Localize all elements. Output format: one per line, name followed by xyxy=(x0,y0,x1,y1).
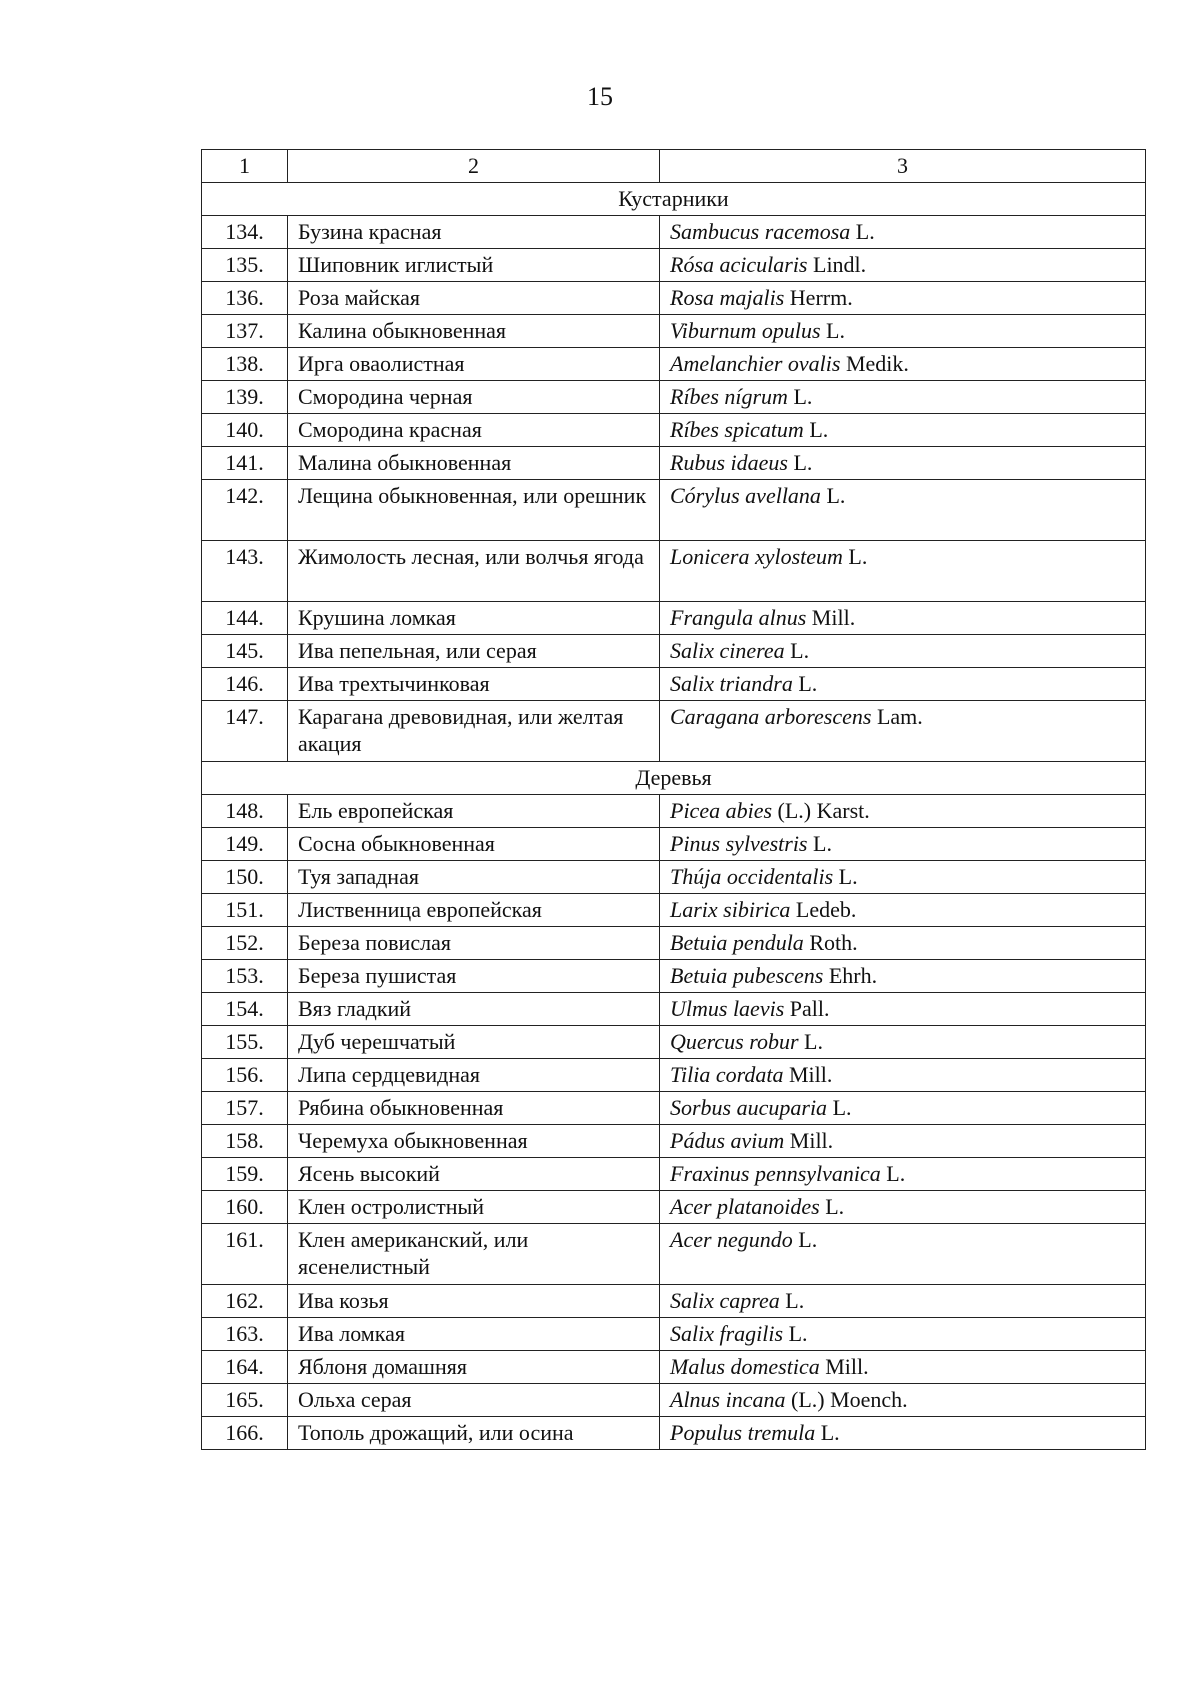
russian-name: Ольха серая xyxy=(288,1384,660,1417)
latin-name-cell xyxy=(660,1191,1146,1224)
latin-binomial: Salix caprea xyxy=(670,1288,780,1313)
taxon-author: Mill. xyxy=(788,1062,833,1087)
row-number: 161. xyxy=(202,1224,288,1285)
russian-name: Ель европейская xyxy=(288,795,660,828)
table-row xyxy=(202,1059,1146,1092)
taxon-author: L. xyxy=(826,483,846,508)
table-row xyxy=(202,381,1146,414)
latin-binomial: Thúja occidentalis xyxy=(670,864,834,889)
russian-name: Шиповник иглистый xyxy=(288,249,660,282)
taxon-author: L. xyxy=(886,1161,906,1186)
russian-name: Береза пушистая xyxy=(288,960,660,993)
taxon-author: Lindl. xyxy=(813,252,867,277)
latin-name-cell xyxy=(660,993,1146,1026)
latin-binomial: Quercus robur xyxy=(670,1029,799,1054)
row-number: 147. xyxy=(202,701,288,762)
taxon-author: L. xyxy=(820,1420,840,1445)
taxon-author: L. xyxy=(788,1321,808,1346)
latin-name-cell xyxy=(660,381,1146,414)
table-row xyxy=(202,1191,1146,1224)
taxon-author: L. xyxy=(813,831,832,856)
section-row xyxy=(202,183,1146,216)
row-number: 155. xyxy=(202,1026,288,1059)
row-number: 143. xyxy=(202,541,288,602)
row-number: 134. xyxy=(202,216,288,249)
row-number: 153. xyxy=(202,960,288,993)
latin-name-cell xyxy=(660,861,1146,894)
table-row xyxy=(202,315,1146,348)
latin-binomial: Acer platanoides xyxy=(670,1194,820,1219)
row-number: 151. xyxy=(202,894,288,927)
table-row xyxy=(202,348,1146,381)
russian-name: Тополь дрожащий, или осина xyxy=(288,1417,660,1450)
taxon-author: Mill. xyxy=(825,1354,869,1379)
latin-binomial: Malus domestica xyxy=(670,1354,820,1379)
table-row xyxy=(202,602,1146,635)
latin-name-cell xyxy=(660,480,1146,541)
latin-name-cell xyxy=(660,1125,1146,1158)
table-row xyxy=(202,282,1146,315)
table-row xyxy=(202,1285,1146,1318)
latin-name-cell xyxy=(660,927,1146,960)
table-row xyxy=(202,861,1146,894)
taxon-author: L. xyxy=(793,384,813,409)
taxon-author: L. xyxy=(809,417,829,442)
russian-name: Ива трехтычинковая xyxy=(288,668,660,701)
russian-name: Лиственница европейская xyxy=(288,894,660,927)
latin-name-cell xyxy=(660,668,1146,701)
latin-name-cell xyxy=(660,1092,1146,1125)
latin-binomial: Caragana arborescens xyxy=(670,704,872,729)
taxon-author: (L.) Moench. xyxy=(791,1387,908,1412)
latin-binomial: Betuia pubescens xyxy=(670,963,824,988)
russian-name: Карагана древовидная, или желтая акация xyxy=(288,701,660,762)
table-row xyxy=(202,249,1146,282)
table-body xyxy=(202,150,1146,1450)
russian-name: Ирга оваолистная xyxy=(288,348,660,381)
row-number: 164. xyxy=(202,1351,288,1384)
russian-name: Роза майская xyxy=(288,282,660,315)
table-row xyxy=(202,668,1146,701)
russian-name: Клен американский, или ясенелистный xyxy=(288,1224,660,1285)
row-number: 158. xyxy=(202,1125,288,1158)
row-number: 159. xyxy=(202,1158,288,1191)
table-row xyxy=(202,960,1146,993)
latin-binomial: Ríbes spicatum xyxy=(670,417,804,442)
row-number: 136. xyxy=(202,282,288,315)
taxon-author: L. xyxy=(825,1194,845,1219)
row-number: 166. xyxy=(202,1417,288,1450)
table-row xyxy=(202,894,1146,927)
latin-binomial: Salix fragilis xyxy=(670,1321,784,1346)
russian-name: Бузина красная xyxy=(288,216,660,249)
latin-name-cell xyxy=(660,447,1146,480)
latin-name-cell xyxy=(660,1384,1146,1417)
table-row xyxy=(202,795,1146,828)
taxon-author: L. xyxy=(798,671,818,696)
table-row xyxy=(202,1125,1146,1158)
latin-name-cell xyxy=(660,635,1146,668)
latin-name-cell xyxy=(660,1158,1146,1191)
row-number: 152. xyxy=(202,927,288,960)
latin-name-cell xyxy=(660,1351,1146,1384)
latin-binomial: Viburnum opulus xyxy=(670,318,821,343)
column-header-number: 1 xyxy=(202,150,288,183)
table-row xyxy=(202,1026,1146,1059)
table-row xyxy=(202,447,1146,480)
latin-name-cell xyxy=(660,701,1146,762)
latin-binomial: Salix cinerea xyxy=(670,638,785,663)
row-number: 150. xyxy=(202,861,288,894)
taxon-author: Mill. xyxy=(789,1128,834,1153)
russian-name: Смородина черная xyxy=(288,381,660,414)
russian-name: Туя западная xyxy=(288,861,660,894)
table-row xyxy=(202,927,1146,960)
table-row xyxy=(202,1384,1146,1417)
row-number: 138. xyxy=(202,348,288,381)
latin-binomial: Rosa majalis xyxy=(670,285,785,310)
row-number: 148. xyxy=(202,795,288,828)
row-number: 141. xyxy=(202,447,288,480)
latin-binomial: Populus tremula xyxy=(670,1420,816,1445)
latin-name-cell xyxy=(660,1417,1146,1450)
taxon-author: Herrm. xyxy=(789,285,853,310)
row-number: 137. xyxy=(202,315,288,348)
table-row xyxy=(202,701,1146,762)
russian-name: Смородина красная xyxy=(288,414,660,447)
taxon-author: L. xyxy=(855,219,875,244)
latin-name-cell xyxy=(660,1026,1146,1059)
table-row xyxy=(202,1158,1146,1191)
russian-name: Малина обыкновенная xyxy=(288,447,660,480)
latin-binomial: Picea abies xyxy=(670,798,773,823)
russian-name: Липа сердцевидная xyxy=(288,1059,660,1092)
latin-name-cell xyxy=(660,960,1146,993)
latin-name-cell xyxy=(660,1285,1146,1318)
taxon-author: Medik. xyxy=(845,351,909,376)
latin-binomial: Betuia pendula xyxy=(670,930,804,955)
species-table xyxy=(201,149,1146,1450)
table-row xyxy=(202,1224,1146,1285)
row-number: 146. xyxy=(202,668,288,701)
latin-name-cell xyxy=(660,315,1146,348)
russian-name: Ива пепельная, или серая xyxy=(288,635,660,668)
latin-binomial: Salix triandra xyxy=(670,671,793,696)
row-number: 149. xyxy=(202,828,288,861)
row-number: 144. xyxy=(202,602,288,635)
row-number: 140. xyxy=(202,414,288,447)
latin-binomial: Frangula alnus xyxy=(670,605,807,630)
russian-name: Ясень высокий xyxy=(288,1158,660,1191)
latin-binomial: Alnus incana xyxy=(670,1387,786,1412)
row-number: 135. xyxy=(202,249,288,282)
russian-name: Вяз гладкий xyxy=(288,993,660,1026)
row-number: 139. xyxy=(202,381,288,414)
latin-binomial: Rósa acicularis xyxy=(670,252,808,277)
taxon-author: L. xyxy=(838,864,858,889)
latin-name-cell xyxy=(660,1224,1146,1285)
latin-binomial: Tilia cordata xyxy=(670,1062,784,1087)
taxon-author: Pall. xyxy=(789,996,830,1021)
latin-binomial: Larix sibirica xyxy=(670,897,791,922)
taxon-author: L. xyxy=(804,1029,823,1054)
latin-name-cell xyxy=(660,541,1146,602)
latin-binomial: Córylus avellana xyxy=(670,483,821,508)
russian-name: Береза повислая xyxy=(288,927,660,960)
latin-binomial: Amelanchier ovalis xyxy=(670,351,841,376)
table-row xyxy=(202,541,1146,602)
row-number: 156. xyxy=(202,1059,288,1092)
taxon-author: Mill. xyxy=(811,605,856,630)
section-row xyxy=(202,762,1146,795)
russian-name: Лещина обыкновенная, или орешник xyxy=(288,480,660,541)
taxon-author: L. xyxy=(798,1227,818,1252)
row-number: 157. xyxy=(202,1092,288,1125)
section-title: Деревья xyxy=(202,762,1146,795)
section-title: Кустарники xyxy=(202,183,1146,216)
latin-name-cell xyxy=(660,894,1146,927)
latin-name-cell xyxy=(660,1059,1146,1092)
latin-name-cell xyxy=(660,249,1146,282)
header-row xyxy=(202,150,1146,183)
russian-name: Крушина ломкая xyxy=(288,602,660,635)
table-row xyxy=(202,1351,1146,1384)
latin-name-cell xyxy=(660,216,1146,249)
russian-name: Ива козья xyxy=(288,1285,660,1318)
russian-name: Клен остролистный xyxy=(288,1191,660,1224)
column-header-latin-name: 3 xyxy=(660,150,1146,183)
row-number: 165. xyxy=(202,1384,288,1417)
latin-name-cell xyxy=(660,348,1146,381)
latin-binomial: Sambucus racemosa xyxy=(670,219,851,244)
taxon-author: L. xyxy=(848,544,868,569)
column-header-russian-name: 2 xyxy=(288,150,660,183)
latin-name-cell xyxy=(660,828,1146,861)
row-number: 145. xyxy=(202,635,288,668)
taxon-author: (L.) Karst. xyxy=(777,798,870,823)
latin-binomial: Ulmus laevis xyxy=(670,996,785,1021)
latin-name-cell xyxy=(660,414,1146,447)
latin-binomial: Rubus idaeus xyxy=(670,450,788,475)
taxon-author: L. xyxy=(793,450,813,475)
russian-name: Яблоня домашняя xyxy=(288,1351,660,1384)
latin-binomial: Ríbes nígrum xyxy=(670,384,788,409)
latin-binomial: Pádus avium xyxy=(670,1128,785,1153)
taxon-author: L. xyxy=(832,1095,852,1120)
russian-name: Жимолость лесная, или волчья ягода xyxy=(288,541,660,602)
table-row xyxy=(202,635,1146,668)
taxon-author: Roth. xyxy=(809,930,858,955)
latin-binomial: Lonicera xylosteum xyxy=(670,544,843,569)
latin-binomial: Pinus sylvestris xyxy=(670,831,808,856)
taxon-author: Ehrh. xyxy=(828,963,878,988)
table-row xyxy=(202,480,1146,541)
page-number: 15 xyxy=(587,82,613,111)
taxon-author: L. xyxy=(826,318,845,343)
table-row xyxy=(202,216,1146,249)
table-row xyxy=(202,1417,1146,1450)
taxon-author: Ledeb. xyxy=(795,897,857,922)
russian-name: Черемуха обыкновенная xyxy=(288,1125,660,1158)
russian-name: Дуб черешчатый xyxy=(288,1026,660,1059)
latin-binomial: Acer negundo xyxy=(670,1227,793,1252)
table-row xyxy=(202,1092,1146,1125)
latin-name-cell xyxy=(660,1318,1146,1351)
taxon-author: L. xyxy=(785,1288,805,1313)
latin-name-cell xyxy=(660,795,1146,828)
table-row xyxy=(202,828,1146,861)
row-number: 154. xyxy=(202,993,288,1026)
row-number: 160. xyxy=(202,1191,288,1224)
taxon-author: L. xyxy=(790,638,810,663)
latin-binomial: Sorbus aucuparia xyxy=(670,1095,828,1120)
latin-binomial: Fraxinus pennsylvanica xyxy=(670,1161,881,1186)
taxon-author: Lam. xyxy=(876,704,923,729)
russian-name: Сосна обыкновенная xyxy=(288,828,660,861)
row-number: 162. xyxy=(202,1285,288,1318)
table-row xyxy=(202,1318,1146,1351)
russian-name: Ива ломкая xyxy=(288,1318,660,1351)
latin-name-cell xyxy=(660,282,1146,315)
russian-name: Калина обыкновенная xyxy=(288,315,660,348)
row-number: 163. xyxy=(202,1318,288,1351)
row-number: 142. xyxy=(202,480,288,541)
russian-name: Рябина обыкновенная xyxy=(288,1092,660,1125)
table-row xyxy=(202,414,1146,447)
table-row xyxy=(202,993,1146,1026)
latin-name-cell xyxy=(660,602,1146,635)
